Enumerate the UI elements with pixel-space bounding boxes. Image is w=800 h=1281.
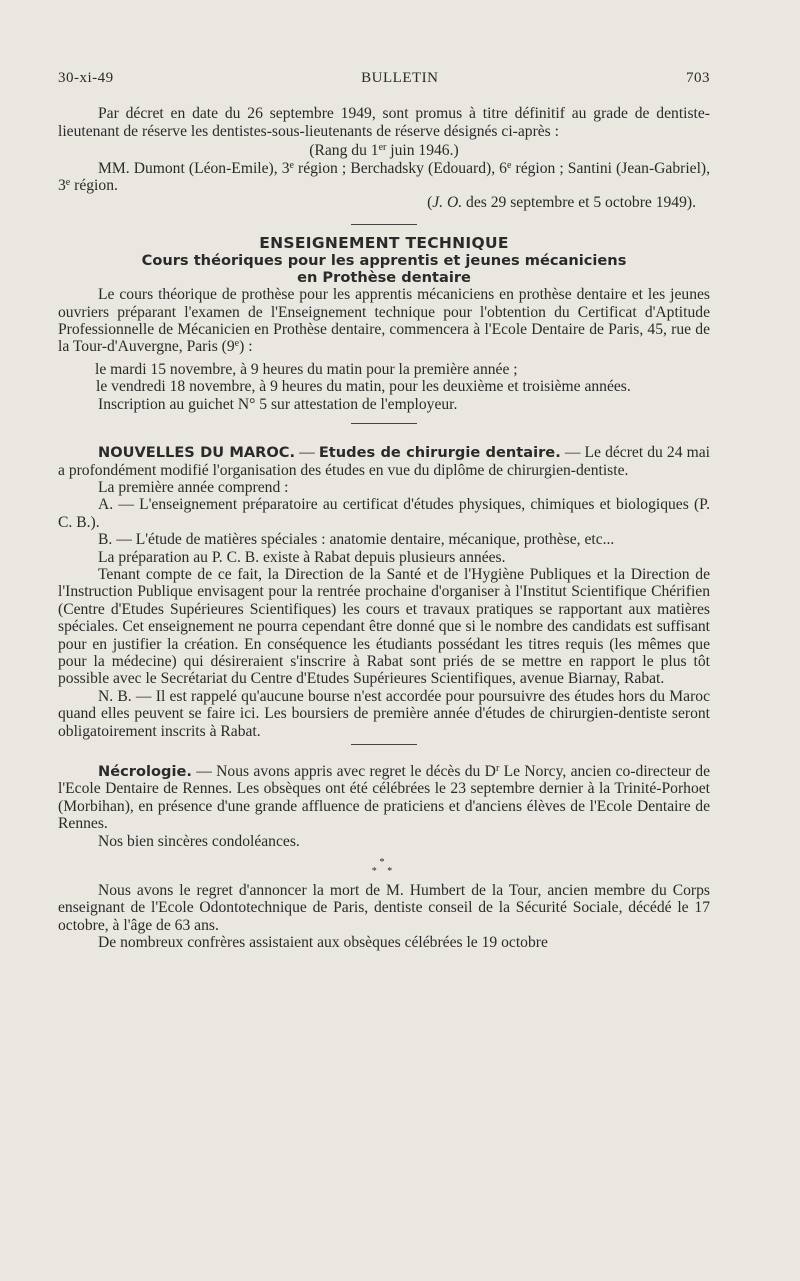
necrologie-condolences: Nos bien sincères condoléances. — [98, 832, 300, 850]
schedule-line-2: le vendredi 18 novembre, à 9 heures du matin, pour les deuxième et troisième années. — [96, 378, 631, 396]
necrologie-heading: Nécrologie. — [98, 763, 192, 780]
maroc-nb: N. B. — Il est rappelé qu'aucune bourse n'est accordée pour poursuivre des études hors du Maroc quand elles peuvent se faire ici. Les boursiers de première année d'études de chirurgien-dentiste seront obligatoirement inscrits à Rabat. — [58, 687, 710, 740]
enseignement-paragraph: Le cours théorique de prothèse pour les apprentis mécaniciens en prothèse dentaire et les jeunes ouvriers préparant l'examen de l'Enseignement technique pour l'obtention du Certificat d'Aptitude Professionnelle de Mécanicien en Prothèse dentaire, commencera à l'Ecole Dentaire de Paris, 45, rue de la Tour-d'Auvergne, Paris (9e) : — [58, 286, 710, 356]
inscription-line: Inscription au guichet N° 5 sur attestation de l'employeur. — [98, 395, 458, 413]
header-date: 30-xi-49 — [58, 70, 114, 86]
maroc-first-year: La première année comprend : — [98, 478, 289, 496]
maroc-item-a: A. — L'enseignement préparatoire au certificat d'études physiques, chimiques et biologiques (P. C. B.). — [58, 496, 710, 531]
header-title: BULLETIN — [361, 70, 439, 86]
section-heading-enseignement: ENSEIGNEMENT TECHNIQUE — [259, 233, 509, 252]
necrologie-paragraph-3: De nombreux confrères assistaient aux obsèques célébrées le 19 octobre — [98, 934, 548, 952]
section-subheading-1: Cours théoriques pour les apprentis et jeunes mécaniciens — [141, 252, 627, 270]
decree-rank: (Rang du 1er juin 1946.) — [309, 142, 459, 160]
header-page-number: 703 — [686, 70, 710, 86]
schedule-line-1: le mardi 15 novembre, à 9 heures du matin pour la première année ; — [95, 360, 518, 378]
section-subheading-2: en Prothèse dentaire — [297, 269, 471, 287]
decree-source: (J. O. des 29 septembre et 5 octobre 1949). — [427, 194, 696, 212]
page-header — [58, 70, 710, 87]
maroc-preparation: La préparation au P. C. B. existe à Rabat depuis plusieurs années. — [98, 548, 506, 566]
maroc-subheading: Etudes de chirurgie dentaire. — [318, 444, 561, 462]
asterism-ornament: * * * — [371, 857, 397, 878]
maroc-heading: NOUVELLES DU MAROC. — [98, 444, 296, 462]
necrologie-paragraph-1: Nécrologie. — Nous avons appris avec regret le décès du $D^r$ Le Norcy, ancien co-directeur de l'Ecole Dentaire de Rennes. Les obsèques ont été célébrées le 23 septembre dernier à la Trinité-Porhoet (Morbihan), en présence d'une grande affluence de praticiens et d'anciens élèves de l'Ecole Dentaire de Rennes. — [58, 763, 710, 833]
section-divider — [351, 423, 417, 424]
maroc-tenant: Tenant compte de ce fait, la Direction de la Santé et de l'Hygiène Publiques et la Direction de l'Instruction Publique envisagent pour la rentrée prochaine d'organiser à l'Institut Scientifique Chérifien (Centre d'Etudes Supérieures Scientifiques) les cours et travaux pratiques se rapportant aux matières spéciales. Cet enseignement ne pourra cependant être donné que si le nombre des candidats est suffisant pour en justifier la création. En conséquence les étudiants possédant les titres requis (les mêmes que pour la médecine) qui désireraient s'inscrire à Rabat sont priés de se mettre en rapport le plus tôt possible avec le Secrétariat du Centre d'Etudes Supérieures Scientifiques, avenue Biarnay, Rabat. — [58, 565, 710, 688]
maroc-item-b: B. — L'étude de matières spéciales : anatomie dentaire, mécanique, prothèse, etc... — [98, 531, 615, 549]
necrologie-paragraph-2: Nous avons le regret d'annoncer la mort de M. Humbert de la Tour, ancien membre du Corps enseignant de l'Ecole Odontotechnique de Paris, dentiste conseil de la Sécurité Sociale, décédé le 17 octobre, à l'âge de 63 ans. — [58, 882, 710, 934]
maroc-intro: NOUVELLES DU MAROC. — Etudes de chirurgie dentaire. — Le décret du 24 mai a profondément modifié l'organisation des études en vue du diplôme de chirurgien-dentiste. — [58, 444, 711, 479]
document-page — [58, 70, 710, 952]
decree-names: MM. Dumont (Léon-Emile), 3e région ; Berchadsky (Edouard), 6e région ; Santini (Jean-Gabriel), 3e région. — [58, 159, 710, 195]
section-divider — [351, 224, 417, 225]
section-divider — [351, 744, 417, 745]
decree-paragraph: Par décret en date du 26 septembre 1949, sont promus à titre définitif au grade de dentiste-lieutenant de réserve les dentistes-sous-lieutenants de réserve désignés ci-après : — [58, 105, 710, 140]
